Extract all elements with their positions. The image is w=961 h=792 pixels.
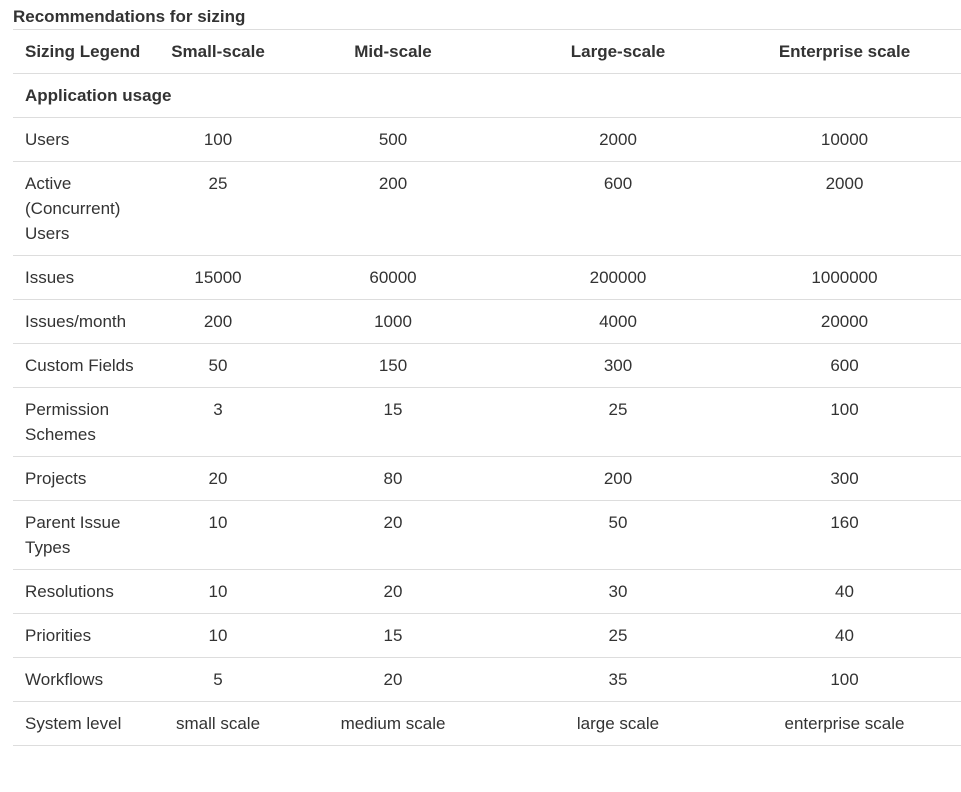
row-label: Projects (13, 457, 158, 501)
table-cell: large scale (508, 702, 728, 746)
table-cell: 25 (508, 388, 728, 457)
table-row (13, 300, 961, 344)
table-cell: 4000 (508, 300, 728, 344)
table-cell: 15 (278, 614, 508, 658)
header-sizing-legend: Sizing Legend (13, 30, 158, 74)
table-cell: 2000 (728, 162, 961, 256)
row-label: Custom Fields (13, 344, 158, 388)
table-row (13, 118, 961, 162)
table-cell: 20 (278, 658, 508, 702)
header-row (13, 30, 961, 74)
table-cell: 40 (728, 570, 961, 614)
header-small-scale: Small-scale (158, 30, 278, 74)
table-cell: medium scale (278, 702, 508, 746)
table-cell: 10 (158, 614, 278, 658)
row-label: Issues (13, 256, 158, 300)
table-cell: 200000 (508, 256, 728, 300)
table-cell: 10000 (728, 118, 961, 162)
table-row (13, 256, 961, 300)
table-cell: enterprise scale (728, 702, 961, 746)
table-cell: 5 (158, 658, 278, 702)
table-cell: 40 (728, 614, 961, 658)
table-row (13, 162, 961, 256)
table-cell: 30 (508, 570, 728, 614)
table-cell: 50 (508, 501, 728, 570)
header-large-scale: Large-scale (508, 30, 728, 74)
table-row (13, 658, 961, 702)
table-cell: 100 (728, 388, 961, 457)
table-row (13, 501, 961, 570)
row-label: Permission Schemes (13, 388, 158, 457)
table-cell: 200 (508, 457, 728, 501)
table-cell: 25 (158, 162, 278, 256)
table-cell: 150 (278, 344, 508, 388)
table-cell: 25 (508, 614, 728, 658)
table-cell: 80 (278, 457, 508, 501)
table-cell: 60000 (278, 256, 508, 300)
table-cell: 1000 (278, 300, 508, 344)
table-row (13, 570, 961, 614)
table-cell: 20 (158, 457, 278, 501)
header-mid-scale: Mid-scale (278, 30, 508, 74)
table-cell: 100 (158, 118, 278, 162)
table-cell: small scale (158, 702, 278, 746)
table-cell: 35 (508, 658, 728, 702)
table-cell: 20 (278, 501, 508, 570)
table-cell: 2000 (508, 118, 728, 162)
table-cell: 15 (278, 388, 508, 457)
table-cell: 20 (278, 570, 508, 614)
table-cell: 50 (158, 344, 278, 388)
table-caption: Recommendations for sizing (13, 7, 246, 26)
header-enterprise-scale: Enterprise scale (728, 30, 961, 74)
row-label: Parent Issue Types (13, 501, 158, 570)
row-label: Resolutions (13, 570, 158, 614)
table-cell: 600 (728, 344, 961, 388)
row-label: Active (Concurrent) Users (13, 162, 158, 256)
table-cell: 1000000 (728, 256, 961, 300)
table-row (13, 702, 961, 746)
table-cell: 100 (728, 658, 961, 702)
table-cell: 200 (158, 300, 278, 344)
section-row (13, 74, 961, 118)
table-row (13, 457, 961, 501)
table-row (13, 614, 961, 658)
table-cell: 300 (508, 344, 728, 388)
section-title: Application usage (13, 74, 961, 118)
row-label: System level (13, 702, 158, 746)
table-row (13, 388, 961, 457)
table-cell: 10 (158, 501, 278, 570)
table-cell: 500 (278, 118, 508, 162)
table-cell: 160 (728, 501, 961, 570)
table-cell: 20000 (728, 300, 961, 344)
table-cell: 600 (508, 162, 728, 256)
table-cell: 15000 (158, 256, 278, 300)
row-label: Workflows (13, 658, 158, 702)
row-label: Users (13, 118, 158, 162)
table-cell: 3 (158, 388, 278, 457)
table-row (13, 344, 961, 388)
table-cell: 10 (158, 570, 278, 614)
row-label: Issues/month (13, 300, 158, 344)
table-cell: 200 (278, 162, 508, 256)
row-label: Priorities (13, 614, 158, 658)
sizing-table (13, 29, 961, 746)
table-cell: 300 (728, 457, 961, 501)
